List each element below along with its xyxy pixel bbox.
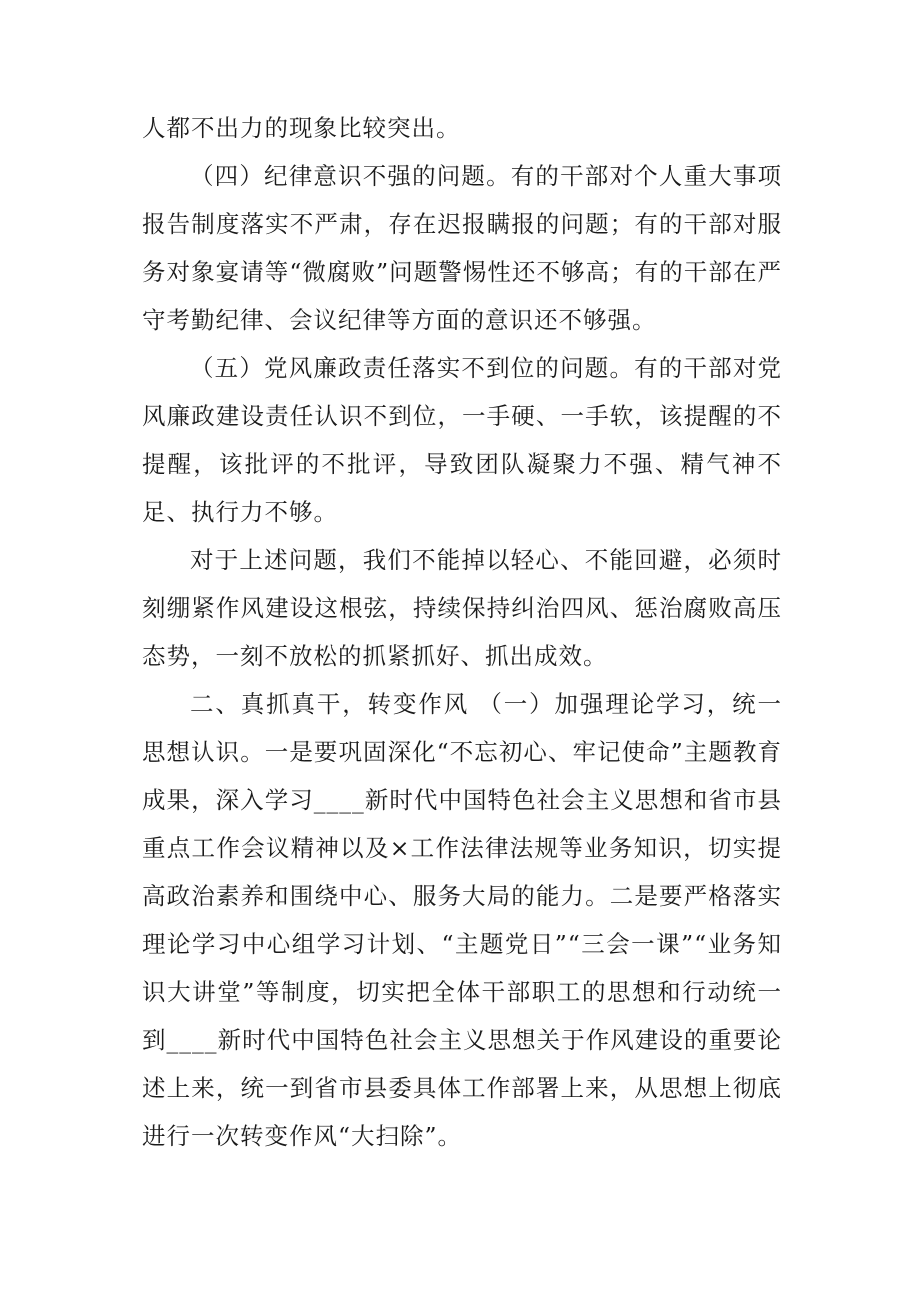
paragraph-responsibility-issue: （五）党风廉政责任落实不到位的问题。有的干部对党风廉政建设责任认识不到位，一手硬、一手软，该提醒的不提醒，该批评的不批评，导致团队凝聚力不强、精气神不足、执行力不够。 [142, 354, 782, 526]
paragraph-discipline-issue: （四）纪律意识不强的问题。有的干部对个人重大事项报告制度落实不严肃，存在迟报瞒报的问题；有的干部对服务对象宴请等“微腐败”问题警惕性还不够高；有的干部在严守考勤纪律、会议纪律等方面的意识还不够强。 [142, 162, 782, 334]
paragraph-section-two: 二、真抓真干，转变作风 （一）加强理论学习，统一思想认识。一是要巩固深化“不忘初心、牢记使命”主题教育成果，深入学习____新时代中国特色社会主义思想和省市县重点工作会议精神以及×工作法律法规等业务知识，切实提高政治素养和围绕中心、服务大局的能力。二是要严格落实理论学习中心组学习计划、“主题党日”“三会一课”“业务知识大讲堂”等制度，切实把全体干部职工的思想和行动统一到____新时代中国特色社会主义思想关于作风建设的重要论述上来，统一到省市县委具体工作部署上来，从思想上彻底进行一次转变作风“大扫除”。 [142, 690, 782, 1150]
paragraph-continuation: 人都不出力的现象比较突出。 [142, 114, 461, 142]
paragraph-summary: 对于上述问题，我们不能掉以轻心、不能回避，必须时刻绷紧作风建设这根弦，持续保持纠治四风、惩治腐败高压态势，一刻不放松的抓紧抓好、抓出成效。 [142, 546, 782, 670]
document-body [142, 104, 782, 1160]
